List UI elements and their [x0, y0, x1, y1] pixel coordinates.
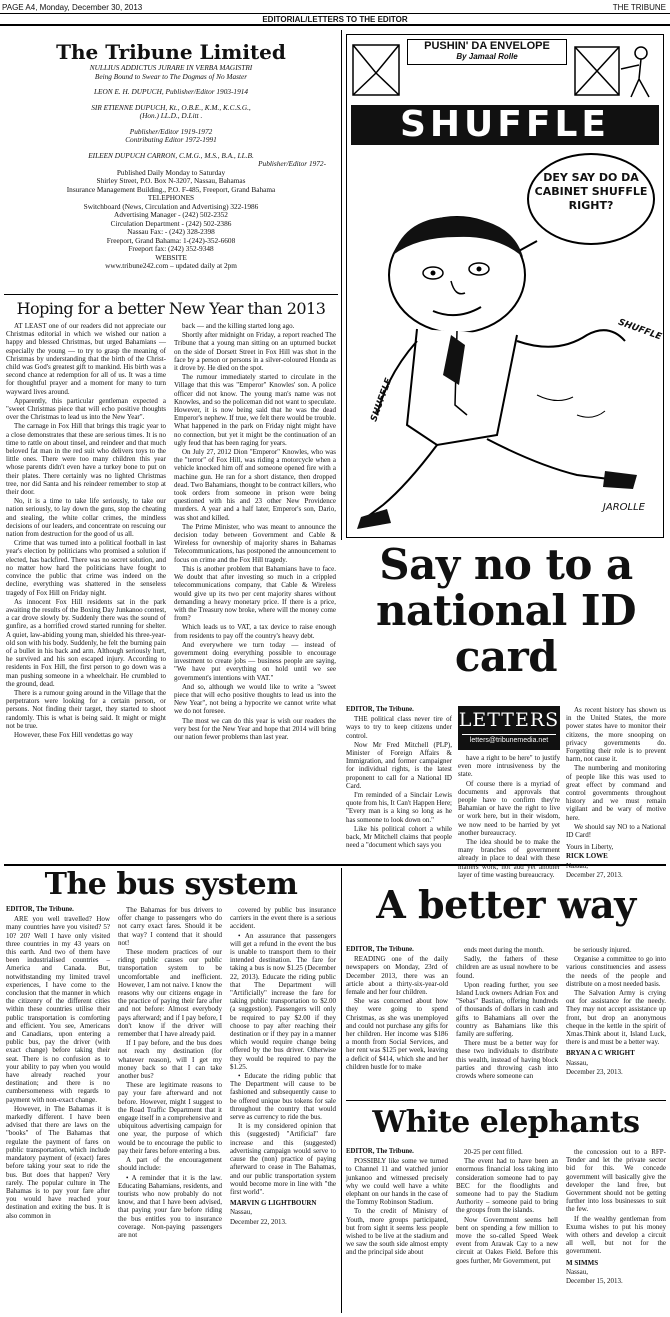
- letters-title: LETTERS: [458, 709, 560, 731]
- editorial-column-2: [174, 322, 336, 862]
- eileen-line-1: EILEEN DUPUCH CARRON, C.M.G., M.S., B.A., LL.B.: [88, 150, 254, 160]
- publication-info: Published Daily Monday to Saturday: [116, 167, 226, 177]
- letter-author: MARVIN G LIGHTBOURN: [230, 1199, 317, 1208]
- etienne-line-3: Publisher/Editor 1919-1972: [129, 126, 213, 136]
- id-card-headline: Say no to a national ID card: [375, 540, 636, 681]
- paragraph: No, it is a time to take life seriously, to take our nation seriously, to lay down the guns, stop the cheating and stealing, the white collar crimes, the mindless decisions of our leaders, and concentrate on rescuing our nation from destruction for the good of us all.: [6, 497, 166, 539]
- cartoonist-signature: JAROLLE: [602, 502, 645, 513]
- masthead-name: The Tribune Limited: [56, 40, 286, 64]
- paragraph: THE political class never tire of ways to try to keep citizens under control.: [346, 715, 452, 740]
- paragraph: ends meet during the month.: [464, 946, 544, 954]
- paragraph: back — and the killing started long ago.: [182, 322, 295, 330]
- letters-email[interactable]: letters@tribunemedia.net: [462, 734, 556, 747]
- better-way-headline: A better way: [376, 882, 636, 927]
- paragraph: Shortly after midnight on Friday, a report reached The Tribune that a young man sitting on an upturned bucket on the side of Dorsett Street in Fox Hill was shot in the face by a person or persons in a silver-coloured Honda as it drove by. He died on the spot.: [174, 331, 336, 373]
- dancing-figure-drawing: [347, 145, 665, 539]
- letter-author: M SIMMS: [566, 1258, 599, 1267]
- id-letter-column-3: [566, 706, 666, 879]
- paragraph: This is another problem that Bahamians have to face. We doubt that after investing so much in a crippled telecommunications company, that Cable & Wireless would give up its two per cent majority shares without demanding a heavy monetary price. If there is a price, with the Treasury now broke, where will the money come from?: [174, 564, 336, 623]
- paragraph: The rumour immediately started to circulate in the Village that this was "Emperor" Knowles' son. A police officer did not know. The young man's name was not Knowles, and so the policeman did not want to speculate. However, it is now being said that he was the dead Emperor's nephew. If true, we felt there would be trouble. What happened in the park on Friday night might have no connection, but yet it might be the continuation of an ugly feud that has been raging for years.: [174, 373, 336, 447]
- paragraph: AT LEAST one of our readers did not appreciate our Christmas editorial in which we wished our nation a happy and blessed Christmas, but urged Bahamians — especially the young — to try to grasp the meaning of Christmas by understanding that the birth of the Christ-child was God's greatest gift to mankind. His birth was a second chance at redemption for all of us. It was a time for thoughtful prayer and a moment for many to turn wayward lives around.: [6, 322, 166, 396]
- editorial-column-1: [6, 322, 166, 862]
- motto-translation: Being Bound to Swear to The Dogmas of No Master: [94, 71, 248, 81]
- white-elephants-column-1: [346, 1148, 448, 1314]
- id-letter-column-1: [346, 706, 452, 862]
- letter-date: December 23, 2013.: [566, 1067, 623, 1076]
- better-way-column-3: [566, 946, 666, 1098]
- cartoon-author: By Jamaal Rolle: [456, 52, 518, 61]
- paragraph: I'm reminded of a Sinclair Lewis quote from his, It Can't Happen Here; "Every man is a king so long as he has someone to look down on.": [346, 791, 452, 824]
- paragraph: These are legitimate reasons to pay your fare afterward and not before. However, might I suggest to the Road Traffic Department that it engage itself in a comprehensive and ubiquitous advertising campaign for one year, the purpose of which would be to encourage the public to pay their fares before entering a bus.: [118, 1081, 222, 1155]
- telephone-freeport: Freeport, Grand Bahama: 1-(242)-352-6608: [106, 235, 236, 245]
- id-letter-column-2: [458, 754, 560, 879]
- telephones-heading: TELEPHONES: [147, 193, 195, 202]
- letter-salutation: EDITOR, The Tribune.: [346, 1148, 414, 1155]
- paragraph: be seriously injured.: [574, 946, 631, 954]
- paragraph: READING one of the daily newspapers on Monday, 23rd of December 2013, there was an article about a thirty-six-year-old female and her four children.: [346, 955, 448, 997]
- paragraph: As recent history has shown us in the United States, the more power states have to monitor their citizens, the more snooping on privacy governments do. Forgetting their role is to prevent harm, not cause it.: [566, 706, 666, 764]
- letters-banner: [458, 706, 560, 750]
- cartoon-header: [407, 39, 567, 65]
- paragraph: Crime that was turned into a political football in last year's election by politicians who promised a solution if elected, has backfired. There was no secret solution, and no matter how hard the politicians have fought to convince the public that crime was indeed on the decline, everything was shattered in the senseless tragedy of Fox Hill on Friday night.: [6, 539, 166, 597]
- paragraph: As innocent Fox Hill residents sat in the park awaiting the results of the Boxing Day Junkanoo contest, a car drove slowly by. Suddenly there was the sound of gunfire, as a horrified crowd started running for shelter. A quiet, law-abiding young man, shielded his three-year-old son with his body. Suddenly, he felt the burning pain of a bullet in his back and arm. Although seriously hurt, he survived and his son escaped injury. According to residents in Fox Hill, the first person to go down was a man pushing someone in a wheelchair. He crumbled to the ground, dead.: [6, 597, 166, 688]
- shuffle-sound-effect: SHUFFLE: [369, 376, 395, 424]
- letter-location: Nassau,: [230, 1208, 252, 1217]
- paragraph: The Salvation Army is crying out for assistance for the needy. They may not accept assistance up front, but drop an anonymous cheque in the kettle in the spirit of Xmas.Think about it, Island Luck, there is and must be a better way.: [566, 989, 666, 1047]
- bus-column-2: [118, 906, 222, 1314]
- paragraph: There must be a better way for these two individuals to distribute this wealth, instead of having block parties and throwing cash into crowds where someone can: [456, 1039, 558, 1081]
- letter-date: December 27, 2013.: [566, 870, 623, 879]
- paragraph: Now Mr Fred Mitchell (PLP), Minister of Foreign Affairs & Immigration, and former campaigner for individual rights, is the latest proponent to call for a National ID Card.: [346, 740, 452, 790]
- bus-column-3: [230, 906, 336, 1314]
- paragraph: The Bahamas for bus drivers to offer change to passengers who do not carry exact fares. Should it be that way? I contend that it should not!: [118, 906, 222, 947]
- paragraph: There is a rumour going around in the Village that the perpetrators were looking for a certain person, or persons. Not finding their target, they started to shoot randomly. This is what is being said. It might or might not be true.: [6, 688, 166, 730]
- paragraph: • A reminder that it is the law. Educating Bahamians, residents, and tourists who now probably do not know, and that I have been advised, that paying your fare before riding the bus entitles you to insurance coverage. Non-paying passengers are not: [118, 1173, 222, 1239]
- paragraph: the concession out to a RFP-Tender and let the private sector bid for this. We concede government will basically give the developer the land free, but Government should not be getting further into loss businesses to suit the few.: [566, 1148, 666, 1214]
- paragraph: And so, although we would like to write a "sweet piece that will echo positive thoughts to lead us into the New Year", not being a hypocrite we cannot write what we do not foresee.: [174, 682, 336, 716]
- white-elephants-column-3: [566, 1148, 666, 1314]
- envelope-icon: [351, 39, 401, 101]
- paragraph: Upon reading further, you see Island Luck owners Adrian Fox and "Sebas" Bastian, offering hundreds of thousands of dollars in cash and gifts to Bahamians all over the country as Bahamians like this family are suffering.: [456, 980, 558, 1039]
- letter-salutation: EDITOR, The Tribune.: [346, 946, 414, 953]
- paragraph: The most we can do this year is wish our readers the very best for the New Year and hope that 2014 will bring our nation fewer problems than last year.: [174, 716, 336, 741]
- speech-bubble: DEY SAY DO DA CABINET SHUFFLE RIGHT?: [527, 153, 655, 245]
- paragraph: A part of the encouragement should include:: [118, 1156, 222, 1173]
- paragraph: These modern practices of our riding public causes our public transportation system to be uncomfortable and inefficient. However, I am not naive. I know the reasons why our citizens engage in the practice of paying their fare after and not before: Almost everybody pays afterward; and if I pay before, I don't know if the driver will remember that I have already paid.: [118, 948, 222, 1039]
- letter-date: December 22, 2013.: [230, 1217, 287, 1226]
- paragraph: If the wealthy gentleman from Exuma wishes to put his money with others and develop a circuit all well, but not for the government.: [566, 1214, 666, 1256]
- paragraph: POSSIBLY like some we turned to Channel 11 and watched junior junkanoo and witnessed precisely why we could well have a white elephant on our hands in the case of the Tommy Robinson Stadium.: [346, 1157, 448, 1207]
- letter-salutation: EDITOR, The Tribune.: [346, 706, 414, 713]
- paragraph: Sadly, the fathers of these children are as usual nowhere to be found.: [456, 955, 558, 980]
- paragraph: The event had to have been an enormous financial loss taking into consideration someone had to pay BEC for the floodlights and someone had to pay the Stadium Authority – someone paid to bring the groups from the islands.: [456, 1157, 558, 1215]
- paragraph: The idea should be to make the many branches of government already in place to deal with these matters work, not add yet another layer of time wasting bureaucracy.: [458, 838, 560, 879]
- paper-name: THE TRIBUNE: [612, 3, 666, 12]
- paragraph: To the credit of Ministry of Youth, more groups participated, but from sight it seems less people wished to be live at the stadium and we saw the south side almost empty and the principal side about: [346, 1207, 448, 1257]
- paragraph: Like his political cohort a while back, Mr Mitchell claims that people need a "document which says you: [346, 824, 452, 850]
- paragraph: 20-25 per cent filled.: [464, 1148, 523, 1156]
- paragraph: Of course there is a myriad of documents and approvals that people have to confirm they're Bahamian or have the right to live or work here, but in their wisdom, we now need to be harried by yet another bureaucracy.: [458, 779, 560, 837]
- paragraph: Now Government seems hell bent on spending a few million to move the so-called Speed Week event from Arawak Cay to a new circuit at Oakes Field. Before this goes further, Mr Government, put: [456, 1215, 558, 1265]
- paragraph: We should say NO to a National ID Card!: [566, 822, 666, 840]
- better-way-column-2: [456, 946, 558, 1098]
- masthead-rule: [4, 294, 338, 295]
- cartoon-title: SHUFFLE: [351, 105, 659, 145]
- envelope-pusher-icon: [573, 39, 659, 101]
- paragraph: • Educate the riding public that The Department will cause to be fashioned and subsequently cause to be offered unique bus tokens for sale throughout the country that would serve as currency to ride the bus.: [230, 1072, 336, 1122]
- motto: NULLIUS ADDICTUS JURARE IN VERBA MAGISTRI: [89, 63, 253, 72]
- white-elephants-headline: White elephants: [372, 1105, 640, 1140]
- paragraph: It is my considered opinion that this (suggested) "Artificial" fare increase and this (suggested) advertising campaign would serve to cause the (non) practice of paying afterward to cease in The Bahamas, and our public transportation system would become more in line with "the first world".: [230, 1122, 336, 1196]
- paragraph: On July 27, 2012 Dion "Emperor" Knowles, who was the "terror" of Fox Hill, was riding a motorcycle when a vehicle knocked him off and someone opened fire with a machine gun. He ran for a short distance, then dropped dead. Two Bahamians, thought to be contract killers, who took orders from someone in prison were being questioned with his and 23 other New Providence murders. A year and a half later, Emperor's son, Dario, was shot and killed.: [174, 448, 336, 522]
- website-heading: WEBSITE: [155, 252, 187, 262]
- paragraph: • An assurance that passengers will get a refund in the event the bus is unable to transport them to their intended destination. The fare for taking a bus is now $1.25 (December 22, 2013). Educate the riding public that The Department will "Artificially" increase the fare for taking public transportation to $2.00 (a suggestion). Passengers will only be required to pay $2.00 if they choose to pay after reaching their destination or if they pay in a manner which would require change being offered by the bus driver. Otherwise they would be required to pay the $1.25.: [230, 931, 336, 1071]
- bus-column-1: [6, 906, 110, 1314]
- address-freeport: Insurance Management Building., P.O. F-485, Freeport, Grand Bahama: [66, 184, 276, 194]
- letter-author: RICK LOWE: [566, 852, 608, 861]
- shuffle-sound-effect: SHUFFLE: [616, 317, 663, 343]
- paragraph: And everywhere we turn today — instead of government doing everything possible to encourage investment to create jobs — business people are saying, "We have put everything on hold until we see government's intentions with VAT.": [174, 640, 336, 682]
- eileen-line-2: Publisher/Editor 1972-: [258, 159, 326, 168]
- letter-date: December 15, 2013.: [566, 1277, 623, 1286]
- page-header: [0, 0, 670, 14]
- paragraph: However, these Fox Hill vendettas go way: [14, 730, 133, 739]
- paragraph: The numbering and monitoring of people like this was used to great effect by command and control governments throughout history and we must remain vigilant and be wary of motive here.: [566, 764, 666, 822]
- better-way-column-1: [346, 946, 448, 1098]
- editorial-cartoon: [346, 34, 664, 538]
- paragraph: covered by public bus insurance carriers in the event there is a serious accident.: [230, 906, 336, 931]
- paragraph: have a right to be here" to justify even more intrusiveness by the state.: [458, 754, 560, 779]
- letter-salutation: EDITOR, The Tribune.: [6, 906, 74, 913]
- paragraph: However, in The Bahamas it is markedly different. I have been advised that there are laws on the "books" of The Bahamas that regulate the payment of fares on public transportation, which include mandatory payment of (exact) fares before taking your seat to ride the bus. But does that happen? Very rarely. The popular culture in The Bahamas is to pay your fare after you would have reached your destination and exiting the bus. It is also common in: [6, 1104, 110, 1220]
- telephone-circulation: Circulation Department - (242) 502-2386: [110, 218, 232, 228]
- etienne-line-4: Contributing Editor 1972-1991: [125, 135, 217, 144]
- website-url[interactable]: www.tribune242.com – updated daily at 2pm: [105, 261, 237, 270]
- etienne-line-2: (Hon.) LL.D., D.Litt .: [139, 111, 203, 120]
- paragraph: Apparently, this particular gentleman expected a "sweet Christmas piece that will echo positive thoughts over the Christmas to lead us into the New Year".: [6, 396, 166, 422]
- letter-location: Nassau,: [566, 861, 588, 870]
- paragraph: Which leads us to VAT, a tax device to raise enough from residents to pay off the country's heavy debt.: [174, 623, 336, 640]
- paragraph: If I pay before, and the bus does not reach my destination (for whatever reason), will I get my money back so that I can take another bus?: [118, 1039, 222, 1081]
- letter-author: BRYAN A C WRIGHT: [566, 1049, 635, 1058]
- column-divider: [341, 868, 342, 1313]
- telephone-advertising: Advertising Manager - (242) 502-2352: [114, 210, 228, 219]
- letter-location: Nassau,: [566, 1058, 588, 1067]
- cartoon-series: PUSHIN' DA ENVELOPE: [424, 40, 550, 52]
- letter-location: Nassau,: [566, 1267, 588, 1276]
- masthead: [6, 40, 336, 271]
- paragraph: The Prime Minister, who was meant to announce the decision today between Government and Cable & Wireless for ownership of majority shares in Bahamas Telecommunications, has postponed the announcement to focus on crime and the Fox Hill tragedy.: [174, 522, 336, 564]
- paragraph: Organise a committee to go into various constituencies and assess the needs of the people and distribute on a most needed basis.: [566, 955, 666, 988]
- page-date: PAGE A4, Monday, December 30, 2013: [2, 3, 143, 12]
- section-title: EDITORIAL/LETTERS TO THE EDITOR: [0, 15, 670, 26]
- address-nassau: Shirley Street, P.O. Box N-3207, Nassau, Bahamas: [96, 176, 246, 185]
- founder-line: LEON E. H. DUPUCH, Publisher/Editor 1903-1914: [93, 87, 249, 96]
- letter-closing: Yours in Liberty,: [566, 843, 614, 852]
- letter-rule: [346, 1100, 666, 1101]
- paragraph: She was concerned about how they were going to spend Christmas, as she was unemployed and could not purchase any gifts for her children. Her income was $186 a month from Social Services, and her rent was $125 per week, leaving a deficit of $414, which she and her children hustle for to make: [346, 997, 448, 1071]
- editorial-headline: Hoping for a better New Year than 2013: [16, 299, 326, 318]
- paragraph: The carnage in Fox Hill that brings this tragic year to a close demonstrates that these are serious times. It is no time to rattle on about tinsel, and reindeer and that much beloved fat man in the red suit who delivers toys to the little ones. There were too many children this year whose parents didn't even have a turkey bone to put on their plates. There certainly was no lighted Christmas tree, nor did Santa and his reindeer remember to stop at their door.: [6, 422, 166, 497]
- bus-headline: The bus system: [44, 867, 298, 902]
- fax-freeport: Freeport fax: (242) 352-9348: [128, 244, 214, 253]
- telephone-switchboard: Switchboard (News, Circulation and Advertising) 322-1986: [83, 201, 259, 211]
- etienne-line-1: SIR ETIENNE DUPUCH, Kt., O.B.E., K.M., K.C.S.G.,: [91, 102, 251, 112]
- paragraph: ARE you well travelled? How many countries have you visited? 5? 10? 20? Well I have only visited three countries in my 43 years on this earth. And two of them have been industrialised countries – America and Canada. But, notwithstanding my limited travel experiences, I have come to the conclusion that the manner in which the citizenry of the different cities within these countries utilise their public transportation is comforting and efficient. You see, Americans and Canadians, upon entering a public bus, pay the driver (with exact change) before taking their seat. There is no confusion as to your ability to pay when you would have already reached your destination; and there is no cumbersomeness with regards to payment with non-exact change.: [6, 915, 110, 1104]
- white-elephants-column-2: [456, 1148, 558, 1314]
- column-divider: [341, 30, 342, 540]
- fax-nassau: Nassau Fax: - (242) 328-2398: [127, 227, 215, 236]
